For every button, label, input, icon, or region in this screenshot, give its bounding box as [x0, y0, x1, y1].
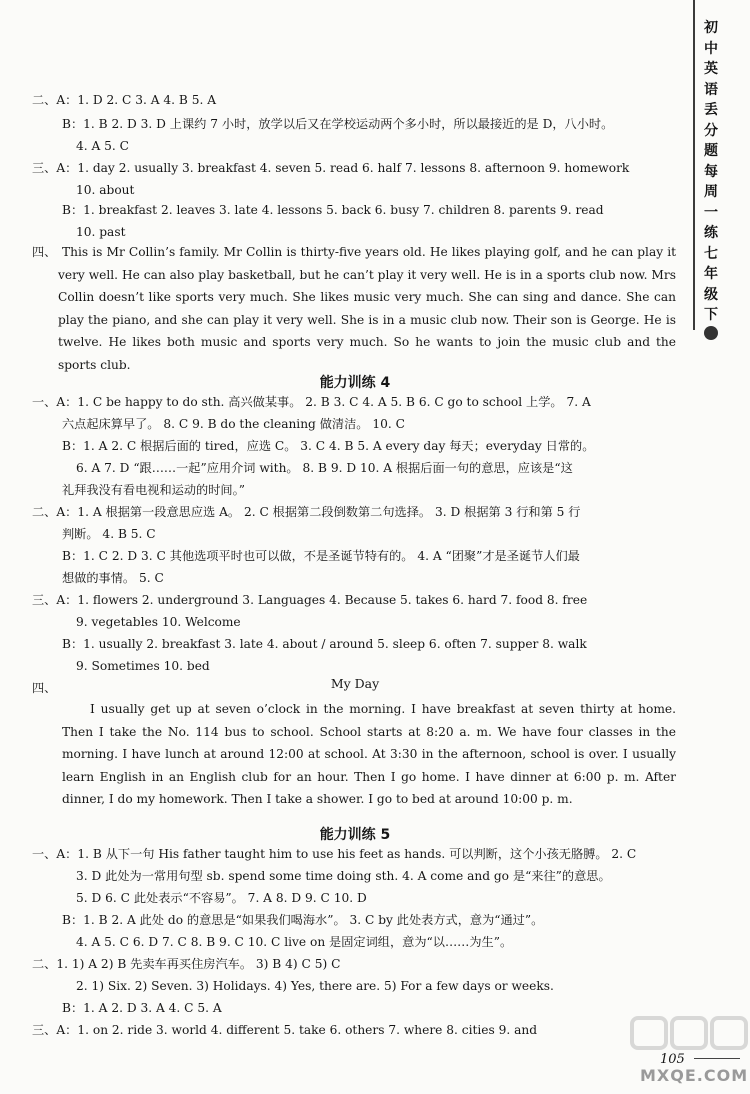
side-dot-icon: [704, 326, 718, 340]
answer-line: 二、A：1. D 2. C 3. A 4. B 5. A: [32, 93, 217, 107]
passage-text: This is Mr Collin’s family. Mr Collin is thirty-five years old. He likes playing golf, and he can play it very well. He can also play basketball, but he can’t play it very well. He is in a sports club now. Mrs Collin doesn’t like sports very much. She likes music very much. She can sing and dance. She can play the piano, and she can play it very well. She is in a music club now. Their son is George. He is twelve. He likes both music and sports very much. So he wants to join the music club and the sports club.: [58, 245, 676, 372]
side-rule: [693, 0, 695, 330]
page-number: 105: [660, 1052, 685, 1067]
watermark-text: MXQE.COM: [640, 1066, 749, 1085]
answer-line: 一、A：1. B 从下一句 His father taught him to use his feet as hands. 可以判断，这个小孩无胳膊。 2. C: [32, 847, 637, 861]
answer-line: 10. past: [76, 225, 126, 239]
answer-line: 5. D 6. C 此处表示“不容易”。 7. A 8. D 9. C 10. D: [76, 891, 367, 905]
answer-line: 4. A 5. C 6. D 7. C 8. B 9. C 10. C live on 是固定词组，意为“以……为生”。: [76, 935, 513, 949]
answer-line: 6. A 7. D “跟……一起”应用介词 with。 8. B 9. D 10. A 根据后面一句的意思，应该是“这: [76, 461, 573, 475]
answer-line: 一、A：1. C be happy to do sth. 高兴做某事。 2. B 3. C 4. A 5. B 6. C go to school 上学。 7. A: [32, 395, 591, 409]
answer-line: 判断。 4. B 5. C: [62, 527, 156, 541]
answer-line: 9. Sometimes 10. bed: [76, 659, 210, 673]
answer-line: B：1. B 2. A 此处 do 的意思是“如果我们喝海水”。 3. C by 此处表方式，意为“通过”。: [62, 913, 544, 927]
section-label: 四、: [32, 681, 57, 695]
section-label: 四、: [32, 245, 57, 259]
answer-line: 4. A 5. C: [76, 139, 130, 153]
answer-line: B：1. usually 2. breakfast 3. late 4. about / around 5. sleep 6. often 7. supper 8. walk: [62, 637, 587, 651]
answer-line: 2. 1) Six. 2) Seven. 3) Holidays. 4) Yes, there are. 5) For a few days or weeks.: [76, 979, 554, 993]
answer-line: B：1. C 2. D 3. C 其他选项平时也可以做，不是圣诞节特有的。 4. A “团聚”才是圣诞节人们最: [62, 549, 580, 563]
answer-line: B：1. A 2. D 3. A 4. C 5. A: [62, 1001, 222, 1015]
answer-line: 二、A：1. A 根据第一段意思应选 A。 2. C 根据第二段倒数第二句选择。 3. D 根据第 3 行和第 5 行: [32, 505, 581, 519]
passage: [58, 241, 676, 376]
answer-line: 二、1. 1) A 2) B 先卖车再买住房汽车。 3) B 4) C 5) C: [32, 957, 341, 971]
answer-line: 9. vegetables 10. Welcome: [76, 615, 241, 629]
book-title-vertical: 初中英语丢分题每周一练七年级下: [704, 20, 718, 323]
answer-line: 10. about: [76, 183, 135, 197]
answer-line: 想做的事情。 5. C: [62, 571, 164, 585]
answer-line: B：1. A 2. C 根据后面的 tired，应选 C。 3. C 4. B 5. A every day 每天；everyday 日常的。: [62, 439, 595, 453]
answer-line: 三、A：1. day 2. usually 3. breakfast 4. seven 5. read 6. half 7. lessons 8. afternoon 9. homework: [32, 161, 630, 175]
answer-line: 礼拜我没有看电视和运动的时间。”: [62, 483, 245, 497]
answer-line: 六点起床算早了。 8. C 9. B do the cleaning 做清洁。 10. C: [62, 417, 405, 431]
essay-title: My Day: [330, 676, 380, 691]
essay: [34, 698, 676, 811]
section-title: 能力训练 5: [319, 827, 391, 843]
answer-line: B：1. breakfast 2. leaves 3. late 4. lessons 5. back 6. busy 7. children 8. parents 9. read: [62, 203, 604, 217]
answer-line: 三、A：1. on 2. ride 3. world 4. different 5. take 6. others 7. where 8. cities 9. and: [32, 1023, 538, 1037]
section-title: 能力训练 4: [319, 375, 391, 391]
essay-text: I usually get up at seven o’clock in the morning. I have breakfast at seven thirty at home. Then I take the No. 114 bus to school. School starts at 8:20 a. m. We have four classes in the morning. I have lunch at around 12:00 at school. At 3:30 in the afternoon, school is over. I usually learn English in an English club for an hour. Then I go home. I have dinner at 6:00 p. m. After dinner, I do my homework. Then I take a shower. I go to bed at around 10:00 p. m.: [62, 702, 676, 806]
answer-line: B：1. B 2. D 3. D 上课约 7 小时，放学以后又在学校运动两个多小时，所以最接近的是 D，八小时。: [62, 117, 614, 131]
answer-line: 三、A：1. flowers 2. underground 3. Languages 4. Because 5. takes 6. hard 7. food 8. free: [32, 593, 588, 607]
answer-line: 3. D 此处为一常用句型 sb. spend some time doing sth. 4. A come and go 是“来往”的意思。: [76, 869, 611, 883]
